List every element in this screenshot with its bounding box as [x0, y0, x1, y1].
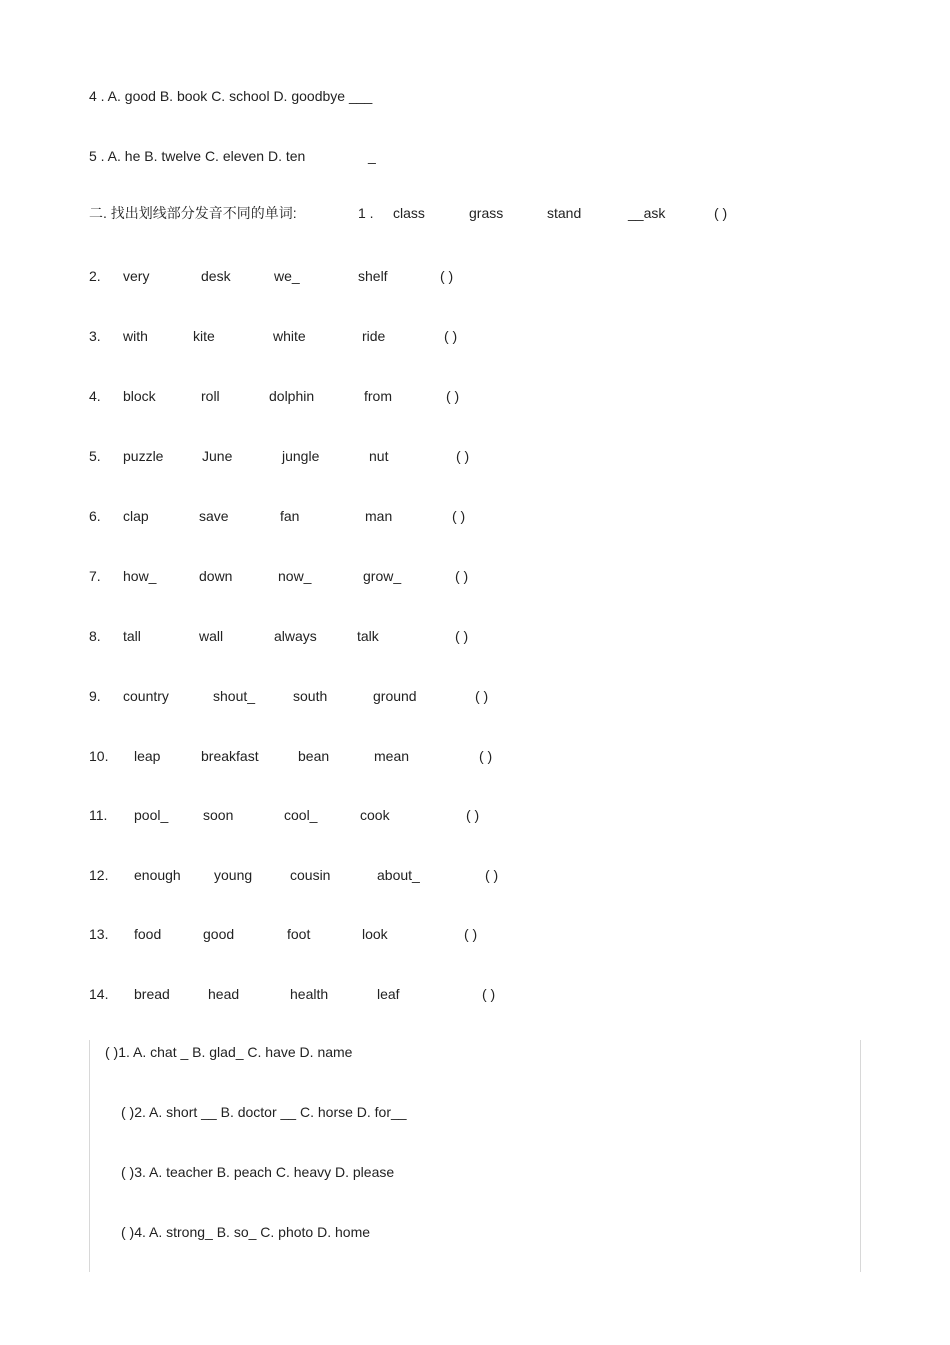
row1-word: __ask: [628, 205, 666, 221]
row1-word: class: [393, 205, 425, 221]
row-word: pool_: [134, 807, 169, 823]
row-num: 11.: [89, 807, 108, 823]
row-paren: ( ): [479, 748, 493, 764]
row-num: 6.: [89, 508, 101, 524]
box-border-right: [860, 1040, 861, 1272]
row-word: roll: [201, 388, 220, 404]
row-word: tall: [123, 628, 141, 644]
row-word: about_: [377, 867, 420, 883]
row-word: puzzle: [123, 448, 164, 464]
row-word: we_: [274, 268, 300, 284]
row-num: 14.: [89, 986, 109, 1002]
row-word: country: [123, 688, 169, 704]
row-word: cool_: [284, 807, 318, 823]
row-word: block: [123, 388, 156, 404]
row-word: talk: [357, 628, 379, 644]
q5-line: 5 . A. he B. twelve C. eleven D. ten: [89, 148, 306, 164]
row-word: grow_: [363, 568, 402, 584]
row-paren: ( ): [444, 328, 458, 344]
row-num: 9.: [89, 688, 101, 704]
row-paren: ( ): [452, 508, 466, 524]
row-num: 10.: [89, 748, 109, 764]
row-word: leap: [134, 748, 161, 764]
row-word: soon: [203, 807, 234, 823]
row-paren: ( ): [482, 986, 496, 1002]
row-word: clap: [123, 508, 149, 524]
row-word: ride: [362, 328, 386, 344]
box-q3: ( )3. A. teacher B. peach C. heavy D. please: [121, 1164, 395, 1180]
row-paren: ( ): [446, 388, 460, 404]
row-word: breakfast: [201, 748, 259, 764]
row-word: leaf: [377, 986, 400, 1002]
row-word: shout_: [213, 688, 256, 704]
row-word: south: [293, 688, 328, 704]
row-paren: ( ): [464, 926, 478, 942]
row-word: white: [273, 328, 306, 344]
row1-paren: ( ): [714, 205, 728, 221]
row1-word: stand: [547, 205, 582, 221]
row-word: from: [364, 388, 392, 404]
row-num: 13.: [89, 926, 109, 942]
row-word: wall: [199, 628, 224, 644]
row-word: good: [203, 926, 235, 942]
row-word: June: [202, 448, 233, 464]
row-num: 5.: [89, 448, 101, 464]
row-word: fan: [280, 508, 300, 524]
row-word: desk: [201, 268, 231, 284]
row-paren: ( ): [475, 688, 489, 704]
row-word: mean: [374, 748, 410, 764]
row-word: foot: [287, 926, 311, 942]
box-border-left: [89, 1040, 90, 1272]
row-word: dolphin: [269, 388, 315, 404]
row-word: man: [365, 508, 393, 524]
row-word: down: [199, 568, 233, 584]
row-word: bread: [134, 986, 170, 1002]
row-word: enough: [134, 867, 181, 883]
row-paren: ( ): [466, 807, 480, 823]
row-word: shelf: [358, 268, 388, 284]
row-paren: ( ): [440, 268, 454, 284]
row1-word: grass: [469, 205, 504, 221]
row-num: 7.: [89, 568, 101, 584]
row-word: health: [290, 986, 329, 1002]
row-word: always: [274, 628, 317, 644]
row-word: very: [123, 268, 150, 284]
row-word: food: [134, 926, 162, 942]
row1-num: 1 .: [358, 205, 374, 221]
row-word: with: [123, 328, 148, 344]
row-word: jungle: [282, 448, 320, 464]
box-q2: ( )2. A. short __ B. doctor __ C. horse D. for__: [121, 1104, 407, 1120]
section2-title: 二. 找出划线部分发音不同的单词:: [89, 205, 297, 221]
row-word: cousin: [290, 867, 331, 883]
row-num: 3.: [89, 328, 101, 344]
row-word: bean: [298, 748, 330, 764]
row-paren: ( ): [455, 628, 469, 644]
row-paren: ( ): [456, 448, 470, 464]
row-word: ground: [373, 688, 417, 704]
row-word: save: [199, 508, 229, 524]
row-paren: ( ): [455, 568, 469, 584]
row-num: 12.: [89, 867, 109, 883]
row-word: nut: [369, 448, 389, 464]
row-word: young: [214, 867, 253, 883]
row-num: 2.: [89, 268, 101, 284]
row-word: now_: [278, 568, 312, 584]
row-word: kite: [193, 328, 215, 344]
box-q4: ( )4. A. strong_ B. so_ C. photo D. home: [121, 1224, 371, 1240]
box-q1: ( )1. A. chat _ B. glad_ C. have D. name: [105, 1044, 353, 1060]
row-num: 4.: [89, 388, 101, 404]
row-word: head: [208, 986, 240, 1002]
row-word: look: [362, 926, 388, 942]
row-word: how_: [123, 568, 157, 584]
q4-line: 4 . A. good B. book C. school D. goodbye ___: [89, 88, 373, 104]
row-paren: ( ): [485, 867, 499, 883]
row-num: 8.: [89, 628, 101, 644]
row-word: cook: [360, 807, 390, 823]
q5-blank: _: [368, 148, 376, 164]
